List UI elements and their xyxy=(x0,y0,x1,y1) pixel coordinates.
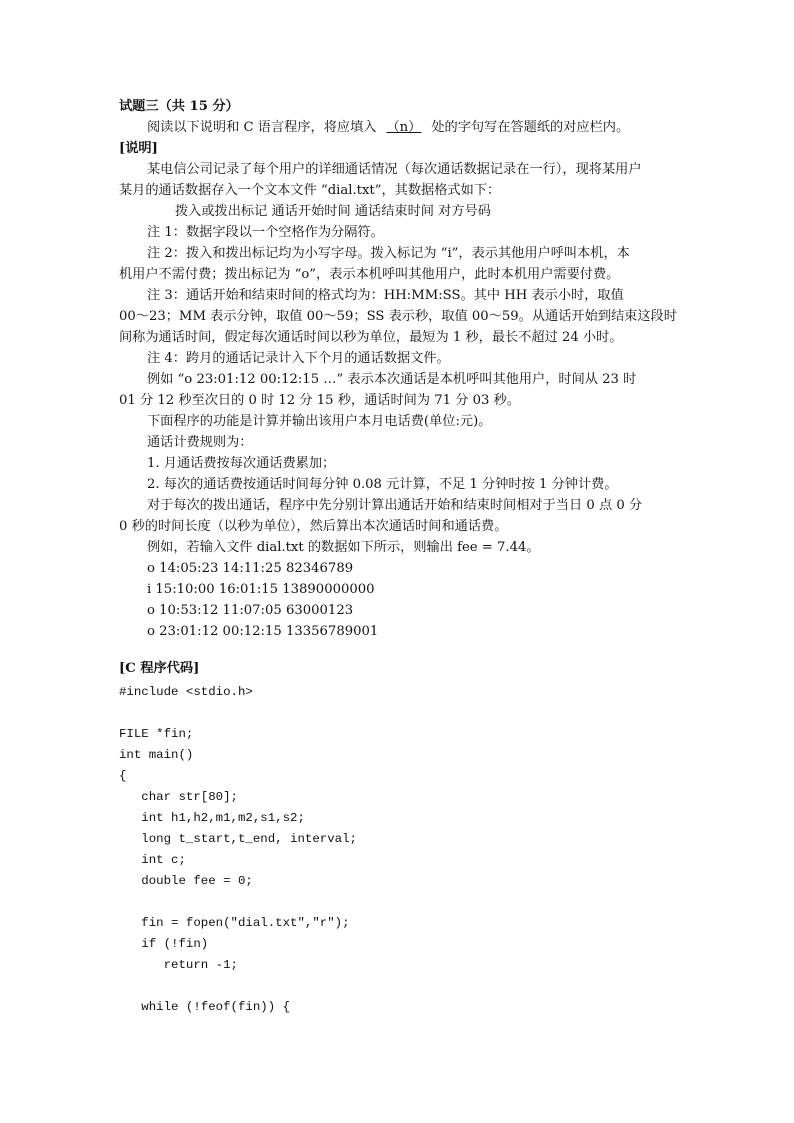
instruction-text-end: 处的字句写在答题纸的对应栏内。 xyxy=(431,120,630,135)
code-line: int c; xyxy=(119,853,186,867)
sample-record: o 23:01:12 00:12:15 13356789001 xyxy=(147,624,379,639)
desc-line: 注 2：拨入和拨出标记均为小写字母。拨入标记为 “i”，表示其他用户呼叫本机，本 xyxy=(147,246,630,261)
desc-line: 拨入或拨出标记 通话开始时间 通话结束时间 对方号码 xyxy=(175,204,491,219)
desc-line: 间称为通话时间，假定每次通话时间以秒为单位，最短为 1 秒，最长不超过 24 小时。 xyxy=(119,330,623,345)
desc-line: 2. 每次的通话费按通话时间每分钟 0.08 元计算，不足 1 分钟时按 1 分钟计费。 xyxy=(147,477,618,492)
desc-line: 某月的通话数据存入一个文本文件 “dial.txt”，其数据格式如下： xyxy=(119,183,501,198)
instruction-text: 阅读以下说明和 C 语言程序，将应填入 xyxy=(147,120,377,135)
code-line: int main() xyxy=(119,748,194,762)
desc-line: 注 3：通话开始和结束时间的格式均为：HH:MM:SS。其中 HH 表示小时，取值 xyxy=(147,288,624,303)
code-line: while (!feof(fin)) { xyxy=(119,1000,291,1014)
code-line: return -1; xyxy=(119,958,238,972)
desc-line: 例如，若输入文件 dial.txt 的数据如下所示，则输出 fee = 7.44。 xyxy=(147,540,540,555)
section-title: 试题三（共 15 分） xyxy=(119,99,239,114)
desc-line: 下面程序的功能是计算并输出该用户本月电话费(单位:元)。 xyxy=(147,414,492,429)
sample-record: o 14:05:23 14:11:25 82346789 xyxy=(147,561,354,576)
code-line: long t_start,t_end, interval; xyxy=(119,832,357,846)
instruction-line xyxy=(147,119,629,137)
code-line: if (!fin) xyxy=(119,937,209,951)
code-line: double fee = 0; xyxy=(119,874,253,888)
desc-line: 0 秒的时间长度（以秒为单位），然后算出本次通话时间和通话费。 xyxy=(119,519,508,534)
desc-line: 某电信公司记录了每个用户的详细通话情况（每次通话数据记录在一行），现将某用户 xyxy=(147,162,642,177)
code-line: #include <stdio.h> xyxy=(119,685,253,699)
sample-record: o 10:53:12 11:07:05 63000123 xyxy=(147,603,354,618)
code-line: { xyxy=(119,769,127,783)
code-heading: [C 程序代码] xyxy=(119,661,200,676)
sample-record: i 15:10:00 16:01:15 13890000000 xyxy=(147,582,375,597)
code-line: int h1,h2,m1,m2,s1,s2; xyxy=(119,811,305,825)
blank-placeholder: （n） xyxy=(386,120,422,135)
desc-line: 1. 月通话费按每次通话费累加； xyxy=(147,456,336,471)
code-line: FILE *fin; xyxy=(119,727,194,741)
desc-line: 01 分 12 秒至次日的 0 时 12 分 15 秒，通话时间为 71 分 03 秒。 xyxy=(119,393,520,408)
description-heading: [说明] xyxy=(119,141,158,156)
desc-line: 00～23；MM 表示分钟，取值 00～59；SS 表示秒，取值 00～59。从通话开始到结束这段时 xyxy=(119,309,677,324)
desc-line: 机用户不需付费；拨出标记为 “o”，表示本机呼叫其他用户，此时本机用户需要付费。 xyxy=(119,267,620,282)
desc-line: 通话计费规则为： xyxy=(147,435,253,450)
desc-line: 例如 “o 23:01:12 00:12:15 …” 表示本次通话是本机呼叫其他用户，时间从 23 时 xyxy=(147,372,637,387)
code-line: fin = fopen("dial.txt","r"); xyxy=(119,916,350,930)
desc-line: 对于每次的拨出通话，程序中先分别计算出通话开始和结束时间相对于当日 0 点 0 分 xyxy=(147,498,643,513)
desc-line: 注 1：数据字段以一个空格作为分隔符。 xyxy=(147,225,384,240)
code-line: char str[80]; xyxy=(119,790,238,804)
desc-line: 注 4：跨月的通话记录计入下个月的通话数据文件。 xyxy=(147,351,450,366)
